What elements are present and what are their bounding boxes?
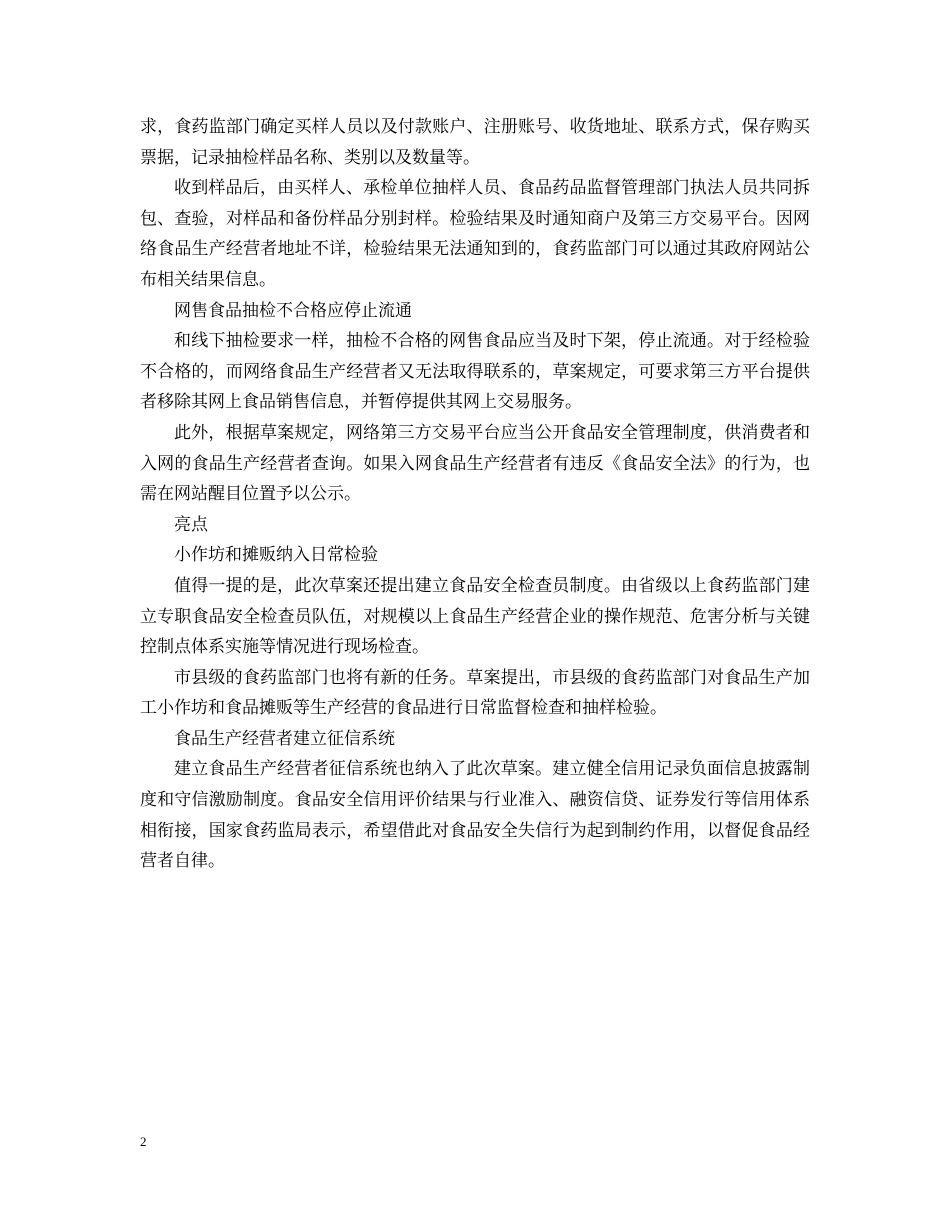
paragraph-city-county-tasks: 市县级的食药监部门也将有新的任务。草案提出，市县级的食药监部门对食品生产加工小作坊和食品摊贩等生产经营的食品进行日常监督检查和抽样检验。 — [140, 667, 810, 719]
subheading-highlights: 亮点 — [174, 514, 208, 535]
paragraph-sample-unpacking: 收到样品后，由买样人、承检单位抽样人员、食品药品监督管理部门执法人员共同拆包、查验，对样品和备份样品分别封样。检验结果及时通知商户及第三方交易平台。因网络食品生产经营者地址不详，检验结果无法通知到的，食药监部门可以通过其政府网站公布相关结果信息。 — [140, 178, 810, 290]
subheading-stop-circulation: 网售食品抽检不合格应停止流通 — [174, 300, 412, 321]
paragraph-platform-disclosure: 此外，根据草案规定，网络第三方交易平台应当公开食品安全管理制度，供消费者和入网的食品生产经营者查询。如果入网食品生产经营者有违反《食品安全法》的行为，也需在网站醒目位置予以公示。 — [140, 422, 810, 505]
paragraph-offline-requirements: 和线下抽检要求一样，抽检不合格的网售食品应当及时下架，停止流通。对于经检验不合格的，而网络食品生产经营者又无法取得联系的，草案规定，可要求第三方平台提供者移除其网上食品销售信息，并暂停提供其网上交易服务。 — [140, 331, 810, 413]
paragraph-continuation: 求，食药监部门确定买样人员以及付款账户、注册账号、收货地址、联系方式，保存购买票据，记录抽检样品名称、类别以及数量等。 — [140, 117, 810, 168]
subheading-credit-system: 食品生产经营者建立征信系统 — [174, 728, 395, 749]
page-number: 2 — [140, 1134, 147, 1149]
paragraph-inspector-system: 值得一提的是，此次草案还提出建立食品安全检查员制度。由省级以上食药监部门建立专职食品安全检查员队伍，对规模以上食品生产经营企业的操作规范、危害分析与关键控制点体系实施等情况进行现场检查。 — [140, 575, 810, 658]
paragraph-credit-details: 建立食品生产经营者征信系统也纳入了此次草案。建立健全信用记录负面信息披露制度和守信激励制度。食品安全信用评价结果与行业准入、融资信贷、证券发行等信用体系相衔接，国家食药监局表示，希望借此对食品安全失信行为起到制约作用，以督促食品经营者自律。 — [140, 759, 810, 872]
document-body — [140, 112, 810, 877]
subheading-workshops-vendors: 小作坊和摊贩纳入日常检验 — [174, 545, 378, 566]
